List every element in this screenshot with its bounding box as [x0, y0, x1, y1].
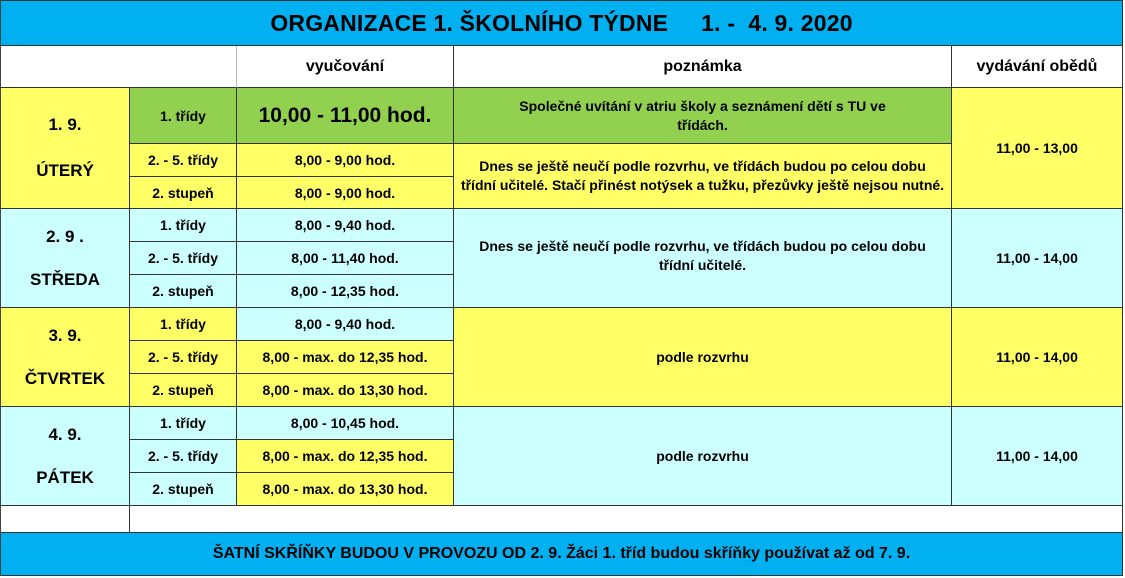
class-cell: 2. stupeň [130, 275, 237, 308]
class-cell: 2. stupeň [130, 473, 237, 506]
day-friday [1, 407, 130, 506]
footer-notice: ŠATNÍ SKŘÍŇKY BUDOU V PROVOZU OD 2. 9. Žáci 1. tříd budou skříňky používat až od 7. 9. [1, 533, 1123, 576]
day-date: 2. 9 . [46, 226, 84, 246]
time-cell: 8,00 - 11,40 hod. [237, 242, 454, 275]
day-date: 1. 9. [48, 115, 82, 134]
class-cell: 2. stupeň [130, 177, 237, 209]
day-name: ČTVRTEK [24, 368, 106, 388]
time-cell: 8,00 - 9,00 hod. [237, 177, 454, 209]
time-cell: 8,00 - 12,35 hod. [237, 275, 454, 308]
day-name: STŘEDA [30, 269, 100, 289]
day-date: 3. 9. [48, 325, 82, 345]
meal-cell: 11,00 - 13,00 [952, 88, 1123, 209]
day-date: 4. 9. [48, 424, 82, 444]
day-thursday [1, 308, 130, 407]
note-cell: podle rozvrhu [454, 407, 952, 506]
time-cell: 8,00 - max. do 12,35 hod. [237, 440, 454, 473]
spacer-row [1, 506, 130, 533]
meal-cell: 11,00 - 14,00 [952, 308, 1123, 407]
note-cell: Dnes se ještě neučí podle rozvrhu, ve třídách budou po celou dobu třídní učitelé. Stačí přinést notýsek a tužku, přezůvky ještě nejsou nutné. [454, 144, 952, 209]
day-name: PÁTEK [36, 467, 94, 487]
note-cell: podle rozvrhu [454, 308, 952, 407]
header-blank [1, 46, 237, 88]
class-cell: 2. - 5. třídy [130, 440, 237, 473]
time-cell: 10,00 - 11,00 hod. [237, 88, 454, 144]
note-cell: Společné uvítání v atriu školy a seznámení dětí s TU ve třídách. [454, 88, 952, 144]
class-cell: 1. třídy [130, 209, 237, 242]
time-cell: 8,00 - max. do 12,35 hod. [237, 341, 454, 374]
spacer-row [130, 506, 1123, 533]
header-lessons: vyučování [237, 46, 454, 88]
time-cell: 8,00 - 9,40 hod. [237, 308, 454, 341]
class-cell: 1. třídy [130, 308, 237, 341]
time-cell: 8,00 - 9,40 hod. [237, 209, 454, 242]
header-meals: vydávání obědů [952, 46, 1123, 88]
time-cell: 8,00 - 9,00 hod. [237, 144, 454, 177]
note-cell: Dnes se ještě neučí podle rozvrhu, ve třídách budou po celou dobu třídní učitelé. [454, 209, 952, 308]
time-cell: 8,00 - 10,45 hod. [237, 407, 454, 440]
header-note: poznámka [454, 46, 952, 88]
page-title: ORGANIZACE 1. ŠKOLNÍHO TÝDNE 1. - 4. 9. 2020 [1, 0, 1123, 46]
class-cell: 1. třídy [130, 88, 237, 144]
time-cell: 8,00 - max. do 13,30 hod. [237, 374, 454, 407]
class-cell: 2. - 5. třídy [130, 242, 237, 275]
time-cell: 8,00 - max. do 13,30 hod. [237, 473, 454, 506]
meal-cell: 11,00 - 14,00 [952, 407, 1123, 506]
day-name: ÚTERÝ [36, 161, 94, 180]
class-cell: 2. - 5. třídy [130, 341, 237, 374]
class-cell: 2. stupeň [130, 374, 237, 407]
class-cell: 2. - 5. třídy [130, 144, 237, 177]
meal-cell: 11,00 - 14,00 [952, 209, 1123, 308]
class-cell: 1. třídy [130, 407, 237, 440]
day-tuesday [1, 88, 130, 209]
day-wednesday [1, 209, 130, 308]
